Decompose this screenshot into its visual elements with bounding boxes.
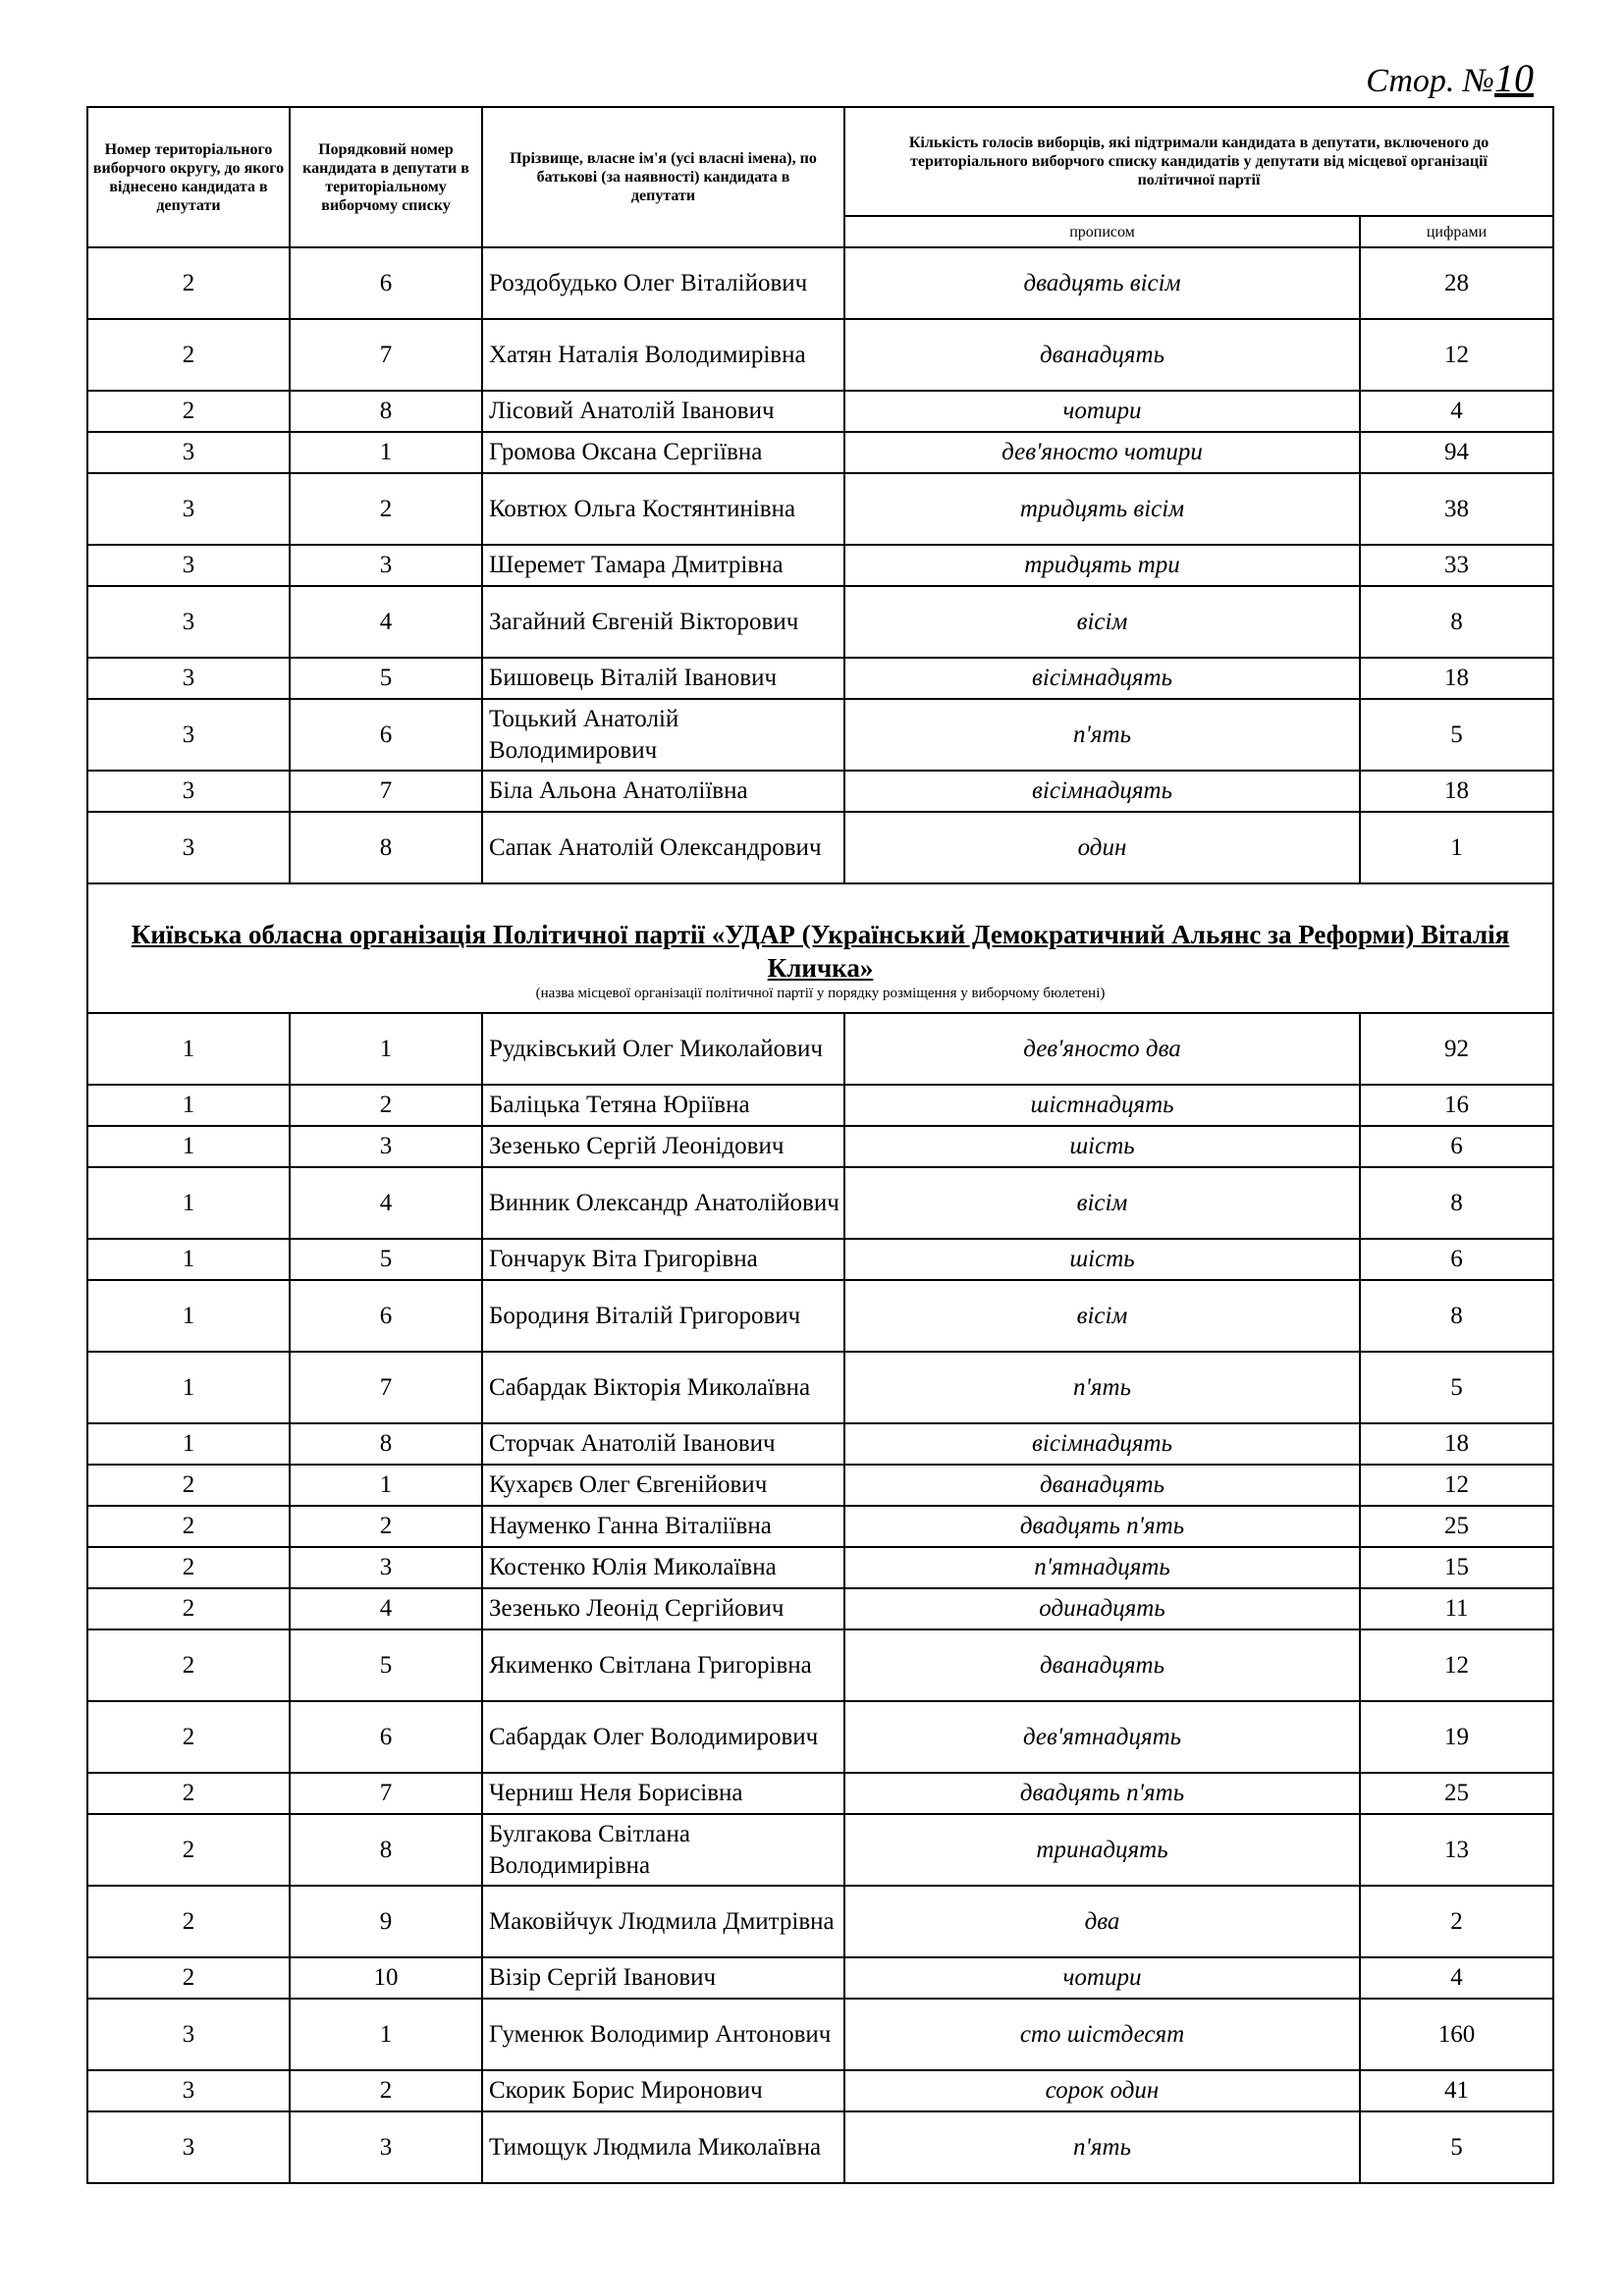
candidate-name-cell: Хатян Наталія Володимирівна <box>482 319 844 391</box>
table-row <box>87 2070 1553 2111</box>
order-cell: 1 <box>290 432 482 473</box>
district-cell: 3 <box>87 1999 290 2070</box>
votes-digits-cell: 160 <box>1360 1999 1553 2070</box>
votes-words-cell: чотири <box>844 391 1360 432</box>
district-cell: 3 <box>87 2070 290 2111</box>
order-cell: 5 <box>290 1239 482 1280</box>
district-cell: 3 <box>87 699 290 771</box>
order-cell: 9 <box>290 1886 482 1957</box>
district-cell: 3 <box>87 545 290 586</box>
district-cell: 2 <box>87 1886 290 1957</box>
order-cell: 2 <box>290 1506 482 1547</box>
votes-words-cell: одинадцять <box>844 1588 1360 1629</box>
votes-digits-cell: 18 <box>1360 1423 1553 1465</box>
candidate-name-cell: Маковійчук Людмила Дмитрівна <box>482 1886 844 1957</box>
table-row <box>87 1588 1553 1629</box>
table-row <box>87 1957 1553 1999</box>
district-cell: 2 <box>87 1814 290 1886</box>
district-cell: 1 <box>87 1280 290 1352</box>
district-cell: 2 <box>87 1773 290 1814</box>
table-row <box>87 1280 1553 1352</box>
votes-digits-cell: 25 <box>1360 1506 1553 1547</box>
district-cell: 1 <box>87 1423 290 1465</box>
party-name: Київська обласна організація Політичної партії «УДАР (Український Демократичний Альянс за Реформи) Віталія Кличка» <box>131 920 1510 983</box>
order-cell: 2 <box>290 1085 482 1126</box>
order-cell: 7 <box>290 319 482 391</box>
votes-digits-cell: 8 <box>1360 586 1553 658</box>
votes-words-cell: дев'яносто чотири <box>844 432 1360 473</box>
district-cell: 2 <box>87 247 290 319</box>
votes-digits-cell: 33 <box>1360 545 1553 586</box>
candidate-name-cell: Громова Оксана Сергіївна <box>482 432 844 473</box>
table-row <box>87 1547 1553 1588</box>
candidate-name-cell: Кухарєв Олег Євгенійович <box>482 1465 844 1506</box>
candidate-name-cell: Науменко Ганна Віталіївна <box>482 1506 844 1547</box>
district-cell: 1 <box>87 1085 290 1126</box>
candidate-name-cell: Лісовий Анатолій Іванович <box>482 391 844 432</box>
candidate-name-cell: Якименко Світлана Григорівна <box>482 1629 844 1701</box>
candidate-name-cell: Тоцький Анатолій Володимирович <box>482 699 844 771</box>
votes-words-cell: дванадцять <box>844 1629 1360 1701</box>
votes-words-cell: дванадцять <box>844 1465 1360 1506</box>
table-row <box>87 1239 1553 1280</box>
votes-digits-cell: 18 <box>1360 771 1553 812</box>
header-votes-words: прописом <box>844 216 1360 247</box>
votes-digits-cell: 2 <box>1360 1886 1553 1957</box>
order-cell: 7 <box>290 1773 482 1814</box>
district-cell: 2 <box>87 1465 290 1506</box>
votes-words-cell: п'ять <box>844 699 1360 771</box>
votes-words-cell: вісімнадцять <box>844 658 1360 699</box>
candidate-name-cell: Зезенько Леонід Сергійович <box>482 1588 844 1629</box>
candidate-name-cell: Сторчак Анатолій Іванович <box>482 1423 844 1465</box>
district-cell: 2 <box>87 1506 290 1547</box>
candidate-name-cell: Зезенько Сергій Леонідович <box>482 1126 844 1167</box>
order-cell: 1 <box>290 1013 482 1085</box>
votes-words-cell: тридцять три <box>844 545 1360 586</box>
votes-words-cell: вісімнадцять <box>844 1423 1360 1465</box>
votes-words-cell: сто шістдесят <box>844 1999 1360 2070</box>
votes-words-cell: шість <box>844 1239 1360 1280</box>
district-cell: 3 <box>87 658 290 699</box>
table-row <box>87 1773 1553 1814</box>
table-row <box>87 1506 1553 1547</box>
table-row <box>87 391 1553 432</box>
table-row <box>87 2111 1553 2183</box>
votes-digits-cell: 5 <box>1360 699 1553 771</box>
order-cell: 8 <box>290 812 482 883</box>
header-name: Прізвище, власне ім'я (усі власні імена), по батькові (за наявності) кандидата в депутати <box>482 107 844 247</box>
district-cell: 1 <box>87 1126 290 1167</box>
table-row <box>87 658 1553 699</box>
table-row <box>87 1126 1553 1167</box>
table-row <box>87 1423 1553 1465</box>
votes-words-cell: вісімнадцять <box>844 771 1360 812</box>
votes-digits-cell: 8 <box>1360 1167 1553 1239</box>
table-row <box>87 1465 1553 1506</box>
votes-digits-cell: 8 <box>1360 1280 1553 1352</box>
district-cell: 3 <box>87 586 290 658</box>
order-cell: 8 <box>290 1423 482 1465</box>
order-cell: 6 <box>290 1280 482 1352</box>
votes-words-cell: двадцять п'ять <box>844 1506 1360 1547</box>
header-votes: Кількість голосів виборців, які підтримали кандидата в депутати, включеного до територіального виборчого списку кандидатів у депутати від місцевої організації політичної партії <box>844 107 1553 216</box>
votes-digits-cell: 12 <box>1360 319 1553 391</box>
table-row <box>87 432 1553 473</box>
table-row <box>87 1886 1553 1957</box>
party-cell <box>87 883 1553 1013</box>
votes-digits-cell: 5 <box>1360 1352 1553 1423</box>
candidate-name-cell: Сабардак Вікторія Миколаївна <box>482 1352 844 1423</box>
votes-words-cell: вісім <box>844 586 1360 658</box>
candidate-name-cell: Бородиня Віталій Григорович <box>482 1280 844 1352</box>
table-row <box>87 771 1553 812</box>
candidate-name-cell: Скорик Борис Миронович <box>482 2070 844 2111</box>
votes-digits-cell: 94 <box>1360 432 1553 473</box>
district-cell: 2 <box>87 1629 290 1701</box>
order-cell: 3 <box>290 545 482 586</box>
order-cell: 8 <box>290 1814 482 1886</box>
votes-digits-cell: 16 <box>1360 1085 1553 1126</box>
candidate-name-cell: Булгакова Світлана Володимирівна <box>482 1814 844 1886</box>
candidate-name-cell: Черниш Неля Борисівна <box>482 1773 844 1814</box>
order-cell: 4 <box>290 1167 482 1239</box>
table-row <box>87 319 1553 391</box>
district-cell: 2 <box>87 1547 290 1588</box>
votes-words-cell: дев'ятнадцять <box>844 1701 1360 1773</box>
candidate-name-cell: Гончарук Віта Григорівна <box>482 1239 844 1280</box>
table-row <box>87 247 1553 319</box>
candidate-name-cell: Гуменюк Володимир Антонович <box>482 1999 844 2070</box>
order-cell: 3 <box>290 2111 482 2183</box>
votes-words-cell: п'ять <box>844 1352 1360 1423</box>
district-cell: 2 <box>87 391 290 432</box>
page-number <box>1366 55 1534 101</box>
order-cell: 6 <box>290 247 482 319</box>
order-cell: 2 <box>290 473 482 545</box>
district-cell: 2 <box>87 1701 290 1773</box>
order-cell: 7 <box>290 1352 482 1423</box>
votes-digits-cell: 6 <box>1360 1239 1553 1280</box>
order-cell: 4 <box>290 586 482 658</box>
order-cell: 1 <box>290 1465 482 1506</box>
votes-words-cell: шістнадцять <box>844 1085 1360 1126</box>
candidate-name-cell: Бишовець Віталій Іванович <box>482 658 844 699</box>
candidate-name-cell: Візір Сергій Іванович <box>482 1957 844 1999</box>
table-row <box>87 1013 1553 1085</box>
votes-words-cell: вісім <box>844 1167 1360 1239</box>
votes-words-cell: шість <box>844 1126 1360 1167</box>
order-cell: 7 <box>290 771 482 812</box>
votes-digits-cell: 4 <box>1360 391 1553 432</box>
votes-digits-cell: 38 <box>1360 473 1553 545</box>
votes-words-cell: вісім <box>844 1280 1360 1352</box>
votes-digits-cell: 6 <box>1360 1126 1553 1167</box>
candidate-name-cell: Загайний Євгеній Вікторович <box>482 586 844 658</box>
party-section <box>87 883 1553 1013</box>
table-row <box>87 1629 1553 1701</box>
candidate-name-cell: Сабардак Олег Володимирович <box>482 1701 844 1773</box>
order-cell: 1 <box>290 1999 482 2070</box>
votes-words-cell: тридцять вісім <box>844 473 1360 545</box>
order-cell: 5 <box>290 1629 482 1701</box>
district-cell: 3 <box>87 432 290 473</box>
votes-words-cell: сорок один <box>844 2070 1360 2111</box>
table-row <box>87 812 1553 883</box>
votes-words-cell: два <box>844 1886 1360 1957</box>
candidate-name-cell: Сапак Анатолій Олександрович <box>482 812 844 883</box>
votes-digits-cell: 4 <box>1360 1957 1553 1999</box>
order-cell: 6 <box>290 699 482 771</box>
votes-digits-cell: 18 <box>1360 658 1553 699</box>
table-row <box>87 545 1553 586</box>
candidate-name-cell: Костенко Юлія Миколаївна <box>482 1547 844 1588</box>
votes-words-cell: дванадцять <box>844 319 1360 391</box>
order-cell: 2 <box>290 2070 482 2111</box>
page-number-value: 10 <box>1494 56 1534 100</box>
order-cell: 10 <box>290 1957 482 1999</box>
votes-digits-cell: 25 <box>1360 1773 1553 1814</box>
table-row <box>87 1352 1553 1423</box>
votes-digits-cell: 28 <box>1360 247 1553 319</box>
votes-words-cell: двадцять вісім <box>844 247 1360 319</box>
district-cell: 1 <box>87 1167 290 1239</box>
votes-digits-cell: 12 <box>1360 1465 1553 1506</box>
section-1-body <box>87 247 1553 883</box>
votes-digits-cell: 1 <box>1360 812 1553 883</box>
votes-digits-cell: 5 <box>1360 2111 1553 2183</box>
votes-digits-cell: 19 <box>1360 1701 1553 1773</box>
votes-digits-cell: 92 <box>1360 1013 1553 1085</box>
table-row <box>87 1701 1553 1773</box>
candidate-name-cell: Баліцька Тетяна Юріївна <box>482 1085 844 1126</box>
order-cell: 5 <box>290 658 482 699</box>
district-cell: 2 <box>87 1588 290 1629</box>
candidate-name-cell: Тимощук Людмила Миколаївна <box>482 2111 844 2183</box>
table-row <box>87 1085 1553 1126</box>
table-row <box>87 586 1553 658</box>
header-order: Порядковий номер кандидата в депутати в територіальному виборчому списку <box>290 107 482 247</box>
district-cell: 1 <box>87 1239 290 1280</box>
order-cell: 3 <box>290 1126 482 1167</box>
candidate-name-cell: Роздобудько Олег Віталійович <box>482 247 844 319</box>
votes-words-cell: тринадцять <box>844 1814 1360 1886</box>
votes-digits-cell: 13 <box>1360 1814 1553 1886</box>
votes-digits-cell: 11 <box>1360 1588 1553 1629</box>
order-cell: 8 <box>290 391 482 432</box>
votes-words-cell: чотири <box>844 1957 1360 1999</box>
district-cell: 3 <box>87 473 290 545</box>
order-cell: 4 <box>290 1588 482 1629</box>
votes-digits-cell: 41 <box>1360 2070 1553 2111</box>
header-district: Номер територіального виборчого округу, до якого віднесено кандидата в депутати <box>87 107 290 247</box>
table-row <box>87 699 1553 771</box>
page-number-prefix: Стор. № <box>1366 63 1494 99</box>
votes-digits-cell: 15 <box>1360 1547 1553 1588</box>
order-cell: 6 <box>290 1701 482 1773</box>
table-row <box>87 473 1553 545</box>
votes-words-cell: один <box>844 812 1360 883</box>
district-cell: 3 <box>87 771 290 812</box>
votes-digits-cell: 12 <box>1360 1629 1553 1701</box>
votes-words-cell: дев'яносто два <box>844 1013 1360 1085</box>
votes-words-cell: п'ять <box>844 2111 1360 2183</box>
table-row <box>87 1814 1553 1886</box>
votes-words-cell: двадцять п'ять <box>844 1773 1360 1814</box>
district-cell: 3 <box>87 2111 290 2183</box>
candidate-name-cell: Рудківський Олег Миколайович <box>482 1013 844 1085</box>
section-2-body <box>87 1013 1553 2183</box>
district-cell: 1 <box>87 1013 290 1085</box>
party-caption: (назва місцевої організації політичної партії у порядку розміщення у виборчому бюлетені) <box>535 986 1106 1001</box>
table-row <box>87 1999 1553 2070</box>
table-row <box>87 1167 1553 1239</box>
results-table <box>86 106 1554 2184</box>
candidate-name-cell: Шеремет Тамара Дмитрівна <box>482 545 844 586</box>
district-cell: 2 <box>87 319 290 391</box>
candidate-name-cell: Ковтюх Ольга Костянтинівна <box>482 473 844 545</box>
candidate-name-cell: Біла Альона Анатоліївна <box>482 771 844 812</box>
order-cell: 3 <box>290 1547 482 1588</box>
district-cell: 3 <box>87 812 290 883</box>
header-votes-digits: цифрами <box>1360 216 1553 247</box>
district-cell: 1 <box>87 1352 290 1423</box>
votes-words-cell: п'ятнадцять <box>844 1547 1360 1588</box>
district-cell: 2 <box>87 1957 290 1999</box>
candidate-name-cell: Винник Олександр Анатолійович <box>482 1167 844 1239</box>
